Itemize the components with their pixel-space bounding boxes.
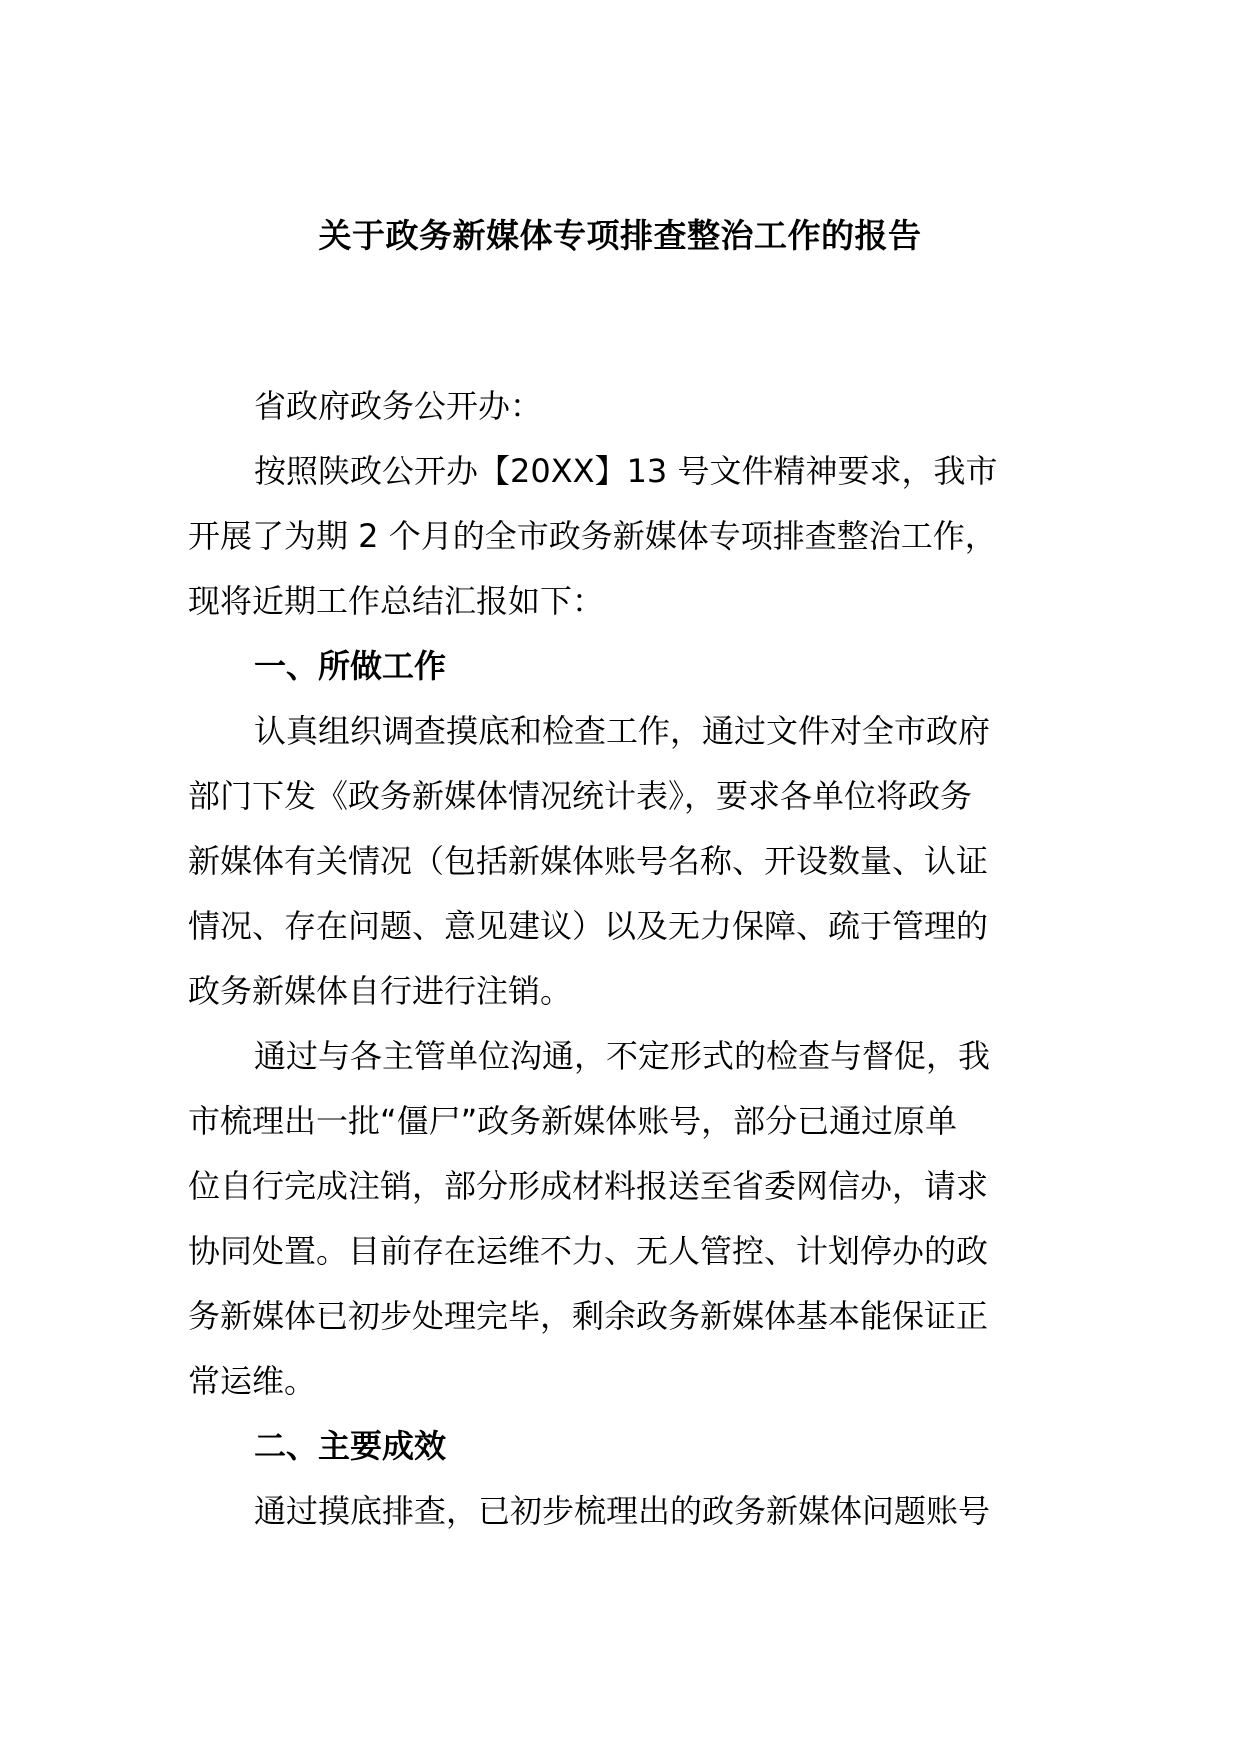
document-body — [188, 374, 1053, 1544]
paragraph-line: 政务新媒体自行进行注销。 — [188, 972, 573, 1010]
intro-line: 开展了为期 2 个月的全市政务新媒体专项排查整治工作， — [188, 517, 997, 555]
section-1-paragraph-2 — [188, 1024, 1053, 1414]
salutation: 省政府政务公开办： — [254, 387, 543, 425]
paragraph-line: 通过摸底排查，已初步梳理出的政务新媒体问题账号 — [254, 1492, 991, 1530]
intro-paragraph — [188, 439, 1053, 634]
paragraph-line: 市梳理出一批“僵尸”政务新媒体账号，部分已通过原单 — [188, 1102, 958, 1140]
paragraph-line: 新媒体有关情况（包括新媒体账号名称、开设数量、认证 — [188, 842, 989, 880]
document-title: 关于政务新媒体专项排查整治工作的报告 — [318, 216, 922, 255]
section-1-heading: 一、所做工作 — [254, 647, 447, 685]
paragraph-line: 认真组织调查摸底和检查工作，通过文件对全市政府 — [254, 712, 991, 750]
section-1-paragraph-1 — [188, 699, 1053, 1024]
paragraph-line: 情况、存在问题、意见建议）以及无力保障、疏于管理的 — [188, 907, 989, 945]
intro-line: 按照陕政公开办【20XX】13 号文件精神要求，我市 — [254, 452, 998, 490]
paragraph-line: 部门下发《政务新媒体情况统计表》，要求各单位将政务 — [188, 777, 973, 815]
section-2-paragraph-1 — [188, 1479, 1053, 1544]
intro-line: 现将近期工作总结汇报如下： — [188, 582, 605, 620]
paragraph-line: 协同处置。目前存在运维不力、无人管控、计划停办的政 — [188, 1232, 989, 1270]
paragraph-line: 常运维。 — [188, 1362, 317, 1400]
section-2-heading: 二、主要成效 — [254, 1427, 447, 1465]
paragraph-line: 通过与各主管单位沟通，不定形式的检查与督促，我 — [254, 1037, 991, 1075]
paragraph-line: 位自行完成注销，部分形成材料报送至省委网信办，请求 — [188, 1167, 989, 1205]
paragraph-line: 务新媒体已初步处理完毕，剩余政务新媒体基本能保证正 — [188, 1297, 989, 1335]
